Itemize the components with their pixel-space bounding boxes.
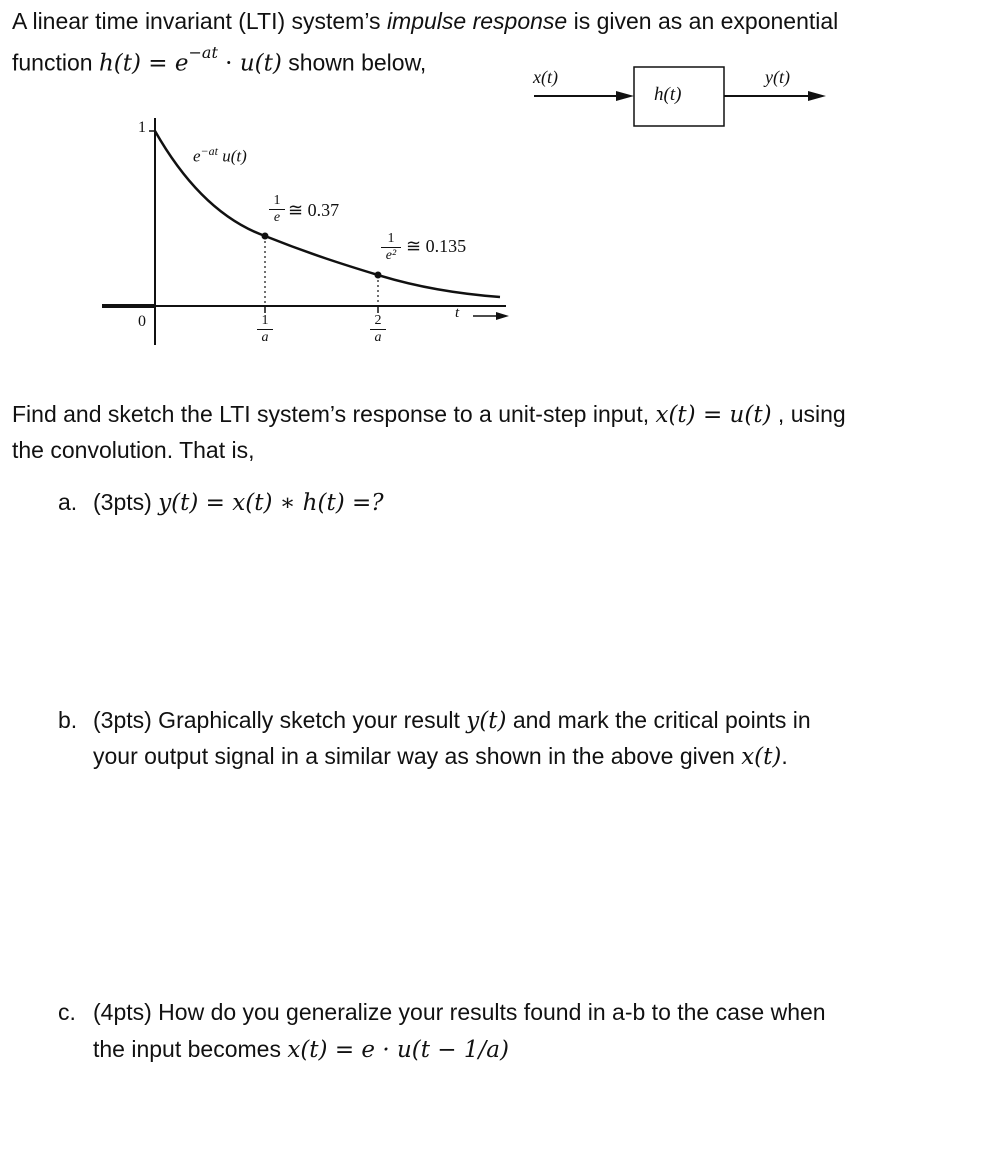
- intro-shown-below: shown below,: [281, 49, 427, 76]
- point2-num: 1: [387, 231, 395, 246]
- point-2-over-a: [375, 272, 382, 279]
- x-tick2-fraction: [370, 314, 386, 345]
- part-b-text-1: (3pts) Graphically sketch your result: [93, 707, 467, 733]
- impulse-response-emphasis: impulse response: [386, 8, 568, 34]
- output-label: y(t): [765, 67, 790, 87]
- input-arrowhead: [616, 91, 634, 101]
- point1-num: 1: [273, 193, 281, 208]
- task-line-1: [12, 396, 846, 433]
- t-arrowhead: [496, 312, 509, 320]
- point2-value: ≅ 0.135: [406, 236, 467, 256]
- part-b-period: .: [781, 743, 788, 769]
- curve-label-suffix: u(t): [217, 146, 247, 166]
- intro-function-word: function: [12, 49, 99, 76]
- t-axis-label: t: [455, 305, 460, 321]
- mult-dot: ·: [217, 50, 240, 77]
- part-b-line-1: [58, 702, 811, 739]
- h-of-t: h(t): [98, 50, 141, 77]
- exp-power: −at: [188, 43, 218, 62]
- point-1-over-a: [262, 233, 269, 240]
- part-b-line-2: [93, 738, 788, 775]
- point2-fraction: [381, 232, 401, 263]
- task-input-eq: x(t) = u(t): [655, 402, 772, 428]
- part-a-points: (3pts): [93, 489, 152, 515]
- part-b-y: y(t): [466, 708, 507, 734]
- part-b-text-2: and mark the critical points in: [506, 707, 811, 733]
- part-c-line-1: [58, 994, 826, 1030]
- task-text-2: , using: [771, 401, 846, 427]
- x-tick2-den: a: [374, 330, 382, 345]
- x-tick1-den: a: [261, 330, 269, 345]
- part-b-text-3: your output signal in a similar way as shown in the above given: [93, 743, 742, 769]
- intro-text-2: is given as an exponential: [567, 8, 839, 34]
- equals-sign: =: [140, 50, 175, 77]
- part-b-label: b.: [58, 707, 78, 733]
- exp-base: e: [174, 50, 189, 77]
- task-text-1: Find and sketch the LTI system’s response to a unit-step input,: [12, 401, 656, 427]
- input-label: x(t): [533, 67, 558, 87]
- point1-fraction: [269, 194, 285, 225]
- curve-label: [193, 144, 247, 167]
- x-tick1-fraction: [257, 314, 273, 345]
- part-c-line-2: [93, 1031, 509, 1068]
- part-c-label: c.: [58, 999, 76, 1025]
- point2-den: e²: [385, 248, 397, 263]
- task-line-2: the convolution. That is,: [12, 437, 255, 463]
- u-of-t: u(t): [239, 50, 282, 77]
- intro-text-1: A linear time invariant (LTI) system’s: [12, 8, 387, 34]
- curve-label-exp: −at: [200, 144, 218, 158]
- part-a-label: a.: [58, 489, 78, 515]
- y-tick-one: 1: [138, 119, 146, 136]
- origin-label: 0: [138, 313, 146, 330]
- point1-den: e: [273, 210, 281, 225]
- part-b-x: x(t): [741, 744, 782, 770]
- point1-value: ≅ 0.37: [288, 200, 340, 220]
- output-arrowhead: [808, 91, 826, 101]
- x-tick2-num: 2: [374, 313, 382, 328]
- system-label: h(t): [654, 84, 682, 105]
- part-c-text-1: (4pts) How do you generalize your results found in a-b to the case when: [93, 999, 826, 1025]
- part-c-text-2: the input becomes: [93, 1036, 288, 1062]
- part-a-equation: y(t) = x(t) ∗ h(t) =?: [158, 490, 384, 516]
- x-tick1-num: 1: [261, 313, 269, 328]
- curve-label-base: e: [193, 146, 201, 166]
- part-c-equation: x(t) = e · u(t − 1/a): [287, 1037, 509, 1063]
- part-a: [58, 484, 384, 521]
